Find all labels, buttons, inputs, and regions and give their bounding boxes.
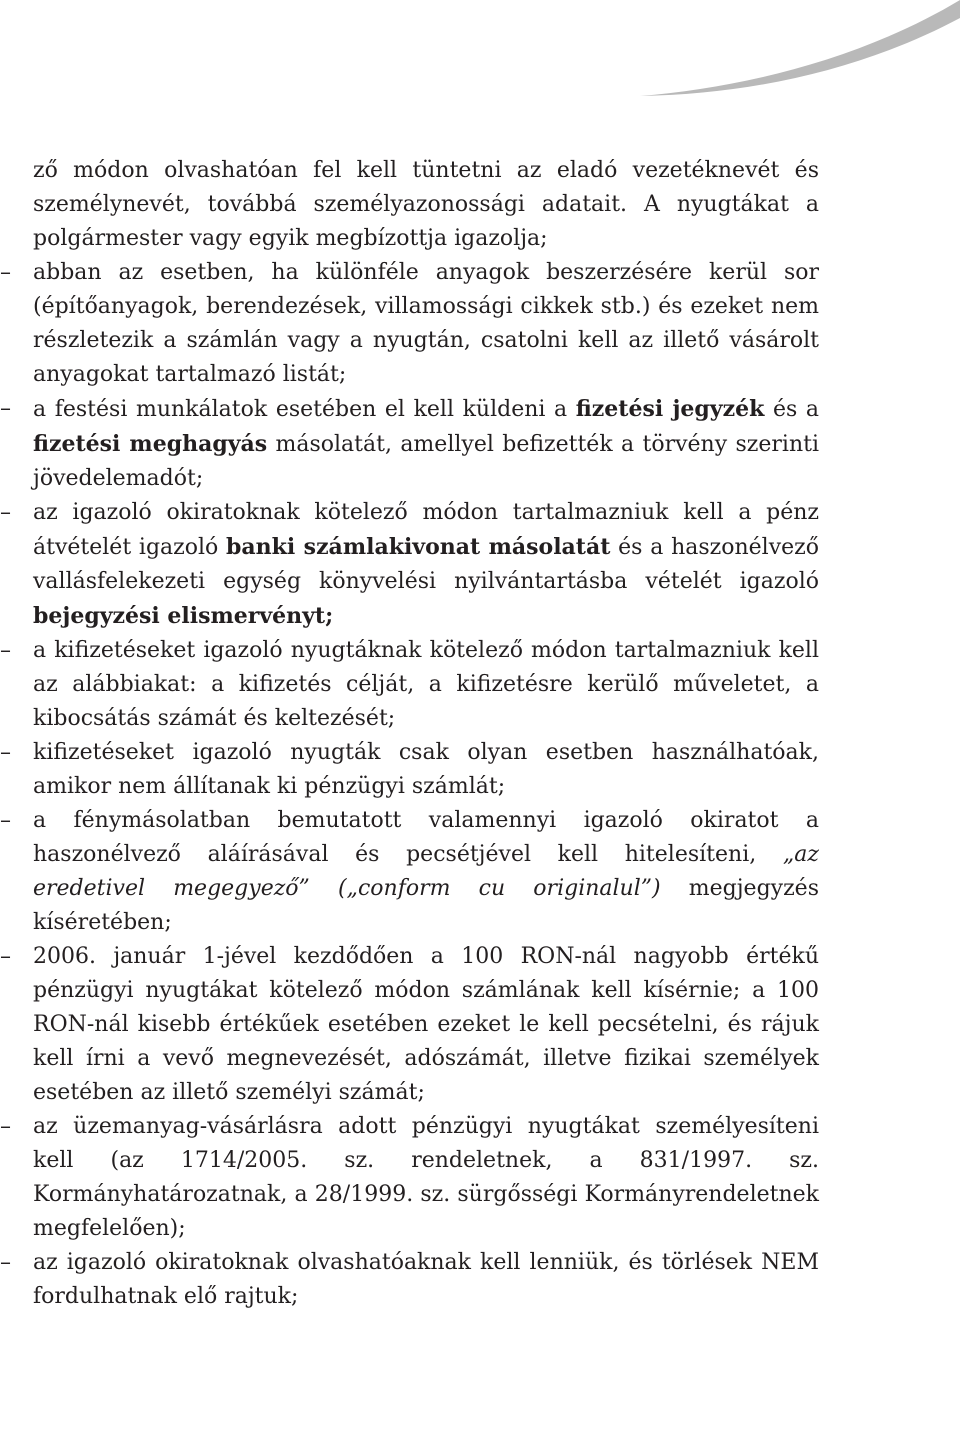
list-item: [0, 804, 819, 940]
item-text: a festési munkálatok esetében el kell küldeni a: [33, 397, 576, 422]
item-text: a fénymásolatban bemutatott valamennyi igazoló okiratot a haszonélvező aláírásával és pecsétjével kell hitelesíteni,: [33, 808, 819, 867]
corner-swoosh-decoration: [0, 0, 960, 140]
bold-term: fizetési jegyzék: [575, 396, 765, 422]
dash-bullet: –: [0, 638, 11, 663]
italic-quote: „az eredetivel megegyező” („conform cu originalul”): [33, 842, 819, 901]
dash-bullet: –: [0, 944, 11, 969]
list-item: [0, 736, 819, 804]
list-item: [0, 940, 819, 1110]
list-item: [0, 256, 819, 392]
requirements-list: [0, 256, 820, 1314]
item-text: az igazoló okiratoknak kötelező módon tartalmazniuk kell a pénz átvételét igazoló: [33, 500, 819, 560]
list-item: [0, 496, 819, 634]
dash-bullet: –: [0, 1250, 11, 1275]
dash-bullet: –: [0, 396, 11, 421]
item-text: abban az esetben, ha különféle anyagok beszerzésére kerül sor (építőanyagok, berendezések, villamossági cikkek stb.) és ezeket nem részletezik a számlán vagy a nyugtán, csatolni kell az illető vásárolt anyagokat tartalmazó listát;: [33, 260, 819, 387]
dash-bullet: –: [0, 260, 11, 285]
dash-bullet: –: [0, 740, 11, 765]
bold-term: banki számlakivonat másolatát: [226, 534, 611, 560]
item-text: másolatát, amellyel befizették a törvény szerinti jövedelemadót;: [33, 432, 820, 491]
dash-bullet: –: [0, 1114, 11, 1139]
list-item: [0, 634, 819, 736]
item-text: és a haszonélvező vallásfelekezeti egység könyvelési nyilvántartásba vételét igazoló: [33, 535, 819, 594]
list-item: [0, 1110, 819, 1246]
item-text: a kifizetéseket igazoló nyugtáknak kötelező módon tartalmazniuk kell az alábbiakat: a kifizetés célját, a kifizetésre kerülő műveletet, a kibocsátás számát és keltezését;: [33, 638, 819, 731]
document-body: [0, 154, 820, 1314]
item-text: az igazoló okiratoknak olvashatóaknak kell lenniük, és törlések NEM fordulhatnak elő rajtuk;: [33, 1250, 819, 1309]
intro-paragraph: ző módon olvashatóan fel kell tüntetni az eladó vezetéknevét és személynevét, továbbá személyazonossági adatait. A nyugtákat a polgármester vagy egyik megbízottja igazolja;: [33, 158, 819, 251]
item-text: kifizetéseket igazoló nyugták csak olyan esetben használhatóak, amikor nem állítanak ki pénzügyi számlát;: [33, 740, 819, 799]
item-text: megjegyzés kíséretében;: [33, 876, 819, 935]
dash-bullet: –: [0, 808, 11, 833]
bold-term: bejegyzési elismervényt;: [33, 603, 334, 629]
item-text: az üzemanyag-vásárlásra adott pénzügyi nyugtákat személyesíteni kell (az 1714/2005. sz. rendeletnek, a 831/1997. sz. Kormányhatározatnak, a 28/1999. sz. sürgősségi Kormányrendeletnek megfelelően);: [33, 1114, 819, 1241]
item-text: és a: [764, 397, 819, 422]
bold-term: fizetési meghagyás: [33, 431, 268, 457]
swoosh-shape: [640, 0, 960, 96]
item-text: 2006. január 1-jével kezdődően a 100 RON-nál nagyobb értékű pénzügyi nyugtákat kötelező módon számlának kell kísérnie; a 100 RON-nál kisebb értékűek esetében ezeket le kell pecsételni, és rájuk kell írni a vevő megnevezését, adószámát, illetve fizikai személyek esetében az illető személyi számát;: [33, 944, 819, 1105]
list-item: [0, 392, 820, 496]
dash-bullet: –: [0, 500, 11, 525]
list-item: [0, 1246, 819, 1314]
